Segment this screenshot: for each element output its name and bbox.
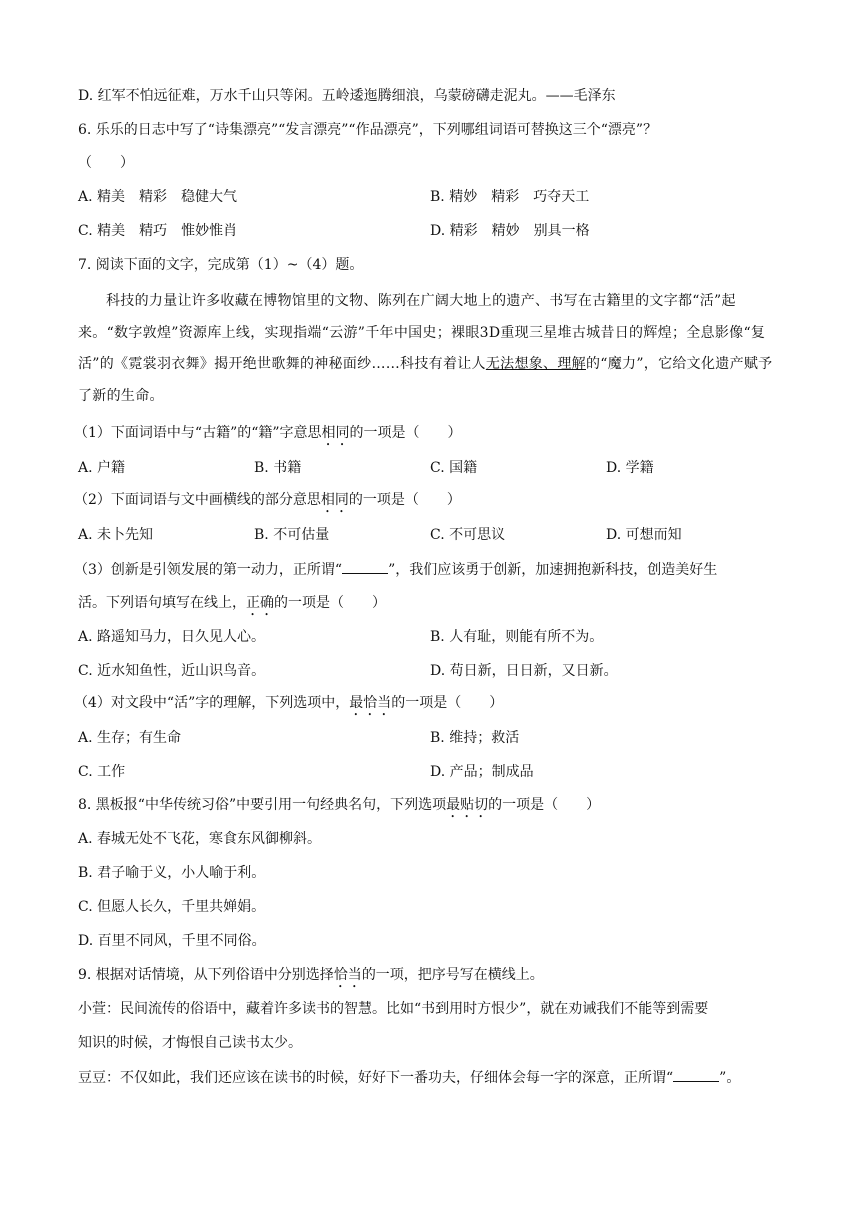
question-6-option-c: C. 精美 精巧 惟妙惟肖 — [78, 223, 238, 239]
sub-question-3-option-b: B. 人有耻，则能有所不为。 — [430, 629, 604, 645]
question-8-option-b: B. 君子喻于义，小人喻于利。 — [78, 865, 266, 881]
sub-question-1-option-b: B. 书籍 — [254, 460, 302, 476]
question-6-stem: 6. 乐乐的日志中写了“诗集漂亮”“发言漂亮”“作品漂亮”，下列哪组词语可替换这三个“漂亮”？ — [78, 122, 658, 138]
sub-question-3-stem-line-2: 活。下列语句填写在线上，正确的一项是（ ） — [78, 595, 386, 611]
sub-question-2-option-b: B. 不可估量 — [254, 527, 330, 543]
answer-blank[interactable] — [673, 1067, 719, 1082]
dialogue-xiaoxuan-line-2: 知识的时候，才悔恨自己读书太少。 — [78, 1035, 302, 1051]
sub-question-3-option-d: D. 苟日新，日日新，又日新。 — [430, 663, 618, 679]
sub-question-4-option-c: C. 工作 — [78, 764, 126, 780]
sub-question-4-option-a: A. 生存；有生命 — [78, 730, 182, 746]
dialogue-doudou-line: 豆豆：不仅如此，我们还应该在读书的时候，好好下一番功夫，仔细体会每一字的深意，正所谓“ ”。 — [78, 1067, 740, 1088]
sub-question-4-option-b: B. 维持；救活 — [430, 730, 520, 746]
question-7-stem: 7. 阅读下面的文字，完成第（1）~（4）题。 — [78, 257, 364, 273]
sub-question-2-option-c: C. 不可思议 — [430, 527, 506, 543]
question-8-option-c: C. 但愿人长久，千里共婵娟。 — [78, 899, 266, 915]
passage-text-1: 科技的力量让许多收藏在博物馆里的文物、陈列在广阔大地上的遗产、书写在古籍里的文字都“活”起来。“数字敦煌”资源库上线，实现指端“云游”千年中国史；裸眼3D重现三星堆古城昔日的辉煌；全息影像“复活”的《霓裳羽衣舞》揭开绝世歌舞的神秘面纱……科技有着让人 — [78, 293, 766, 372]
question-8-option-a: A. 春城无处不飞花，寒食东风御柳斜。 — [78, 831, 322, 847]
question-6-option-b: B. 精妙 精彩 巧夺天工 — [430, 189, 590, 205]
sub-question-1-option-d: D. 学籍 — [606, 460, 654, 476]
sub-question-1-option-c: C. 国籍 — [430, 460, 478, 476]
option-d-mao-poem: D. 红军不怕远征难，万水千山只等闲。五岭逶迤腾细浪，乌蒙磅礴走泥丸。——毛泽东 — [78, 88, 616, 104]
sub-question-4-option-d: D. 产品；制成品 — [430, 764, 534, 780]
sub-question-1-option-a: A. 户籍 — [78, 460, 126, 476]
question-6-option-d: D. 精彩 精妙 别具一格 — [430, 223, 590, 239]
sub-question-3-option-a: A. 路遥知马力，日久见人心。 — [78, 629, 266, 645]
sub-question-3-option-c: C. 近水知鱼性，近山识鸟音。 — [78, 663, 266, 679]
question-6-paren: （ ） — [78, 155, 134, 171]
answer-blank[interactable] — [342, 559, 388, 574]
passage-text-2: 的“魔力”，它给文化遗产赋予了新的生命。 — [78, 356, 773, 404]
passage-underlined-text: 无法想象、理解 — [485, 356, 586, 372]
sub-question-3-stem: （3）创新是引领发展的第一动力，正所谓“ ”，我们应该勇于创新，加速拥抱新科技，创造美好生 — [74, 559, 717, 580]
reading-passage — [78, 286, 784, 412]
question-8-stem: 8. 黑板报“中华传统习俗”中要引用一句经典名句，下列选项最贴切的一项是（ ） — [78, 797, 601, 813]
sub-question-1-stem: （1）下面词语中与“古籍”的“籍”字意思相同的一项是（ ） — [74, 425, 462, 441]
question-9-stem: 9. 根据对话情境，从下列俗语中分别选择恰当的一项，把序号写在横线上。 — [78, 967, 544, 983]
dialogue-xiaoxuan-line-1: 小萱：民间流传的俗语中，藏着许多读书的智慧。比如“书到用时方恨少”，就在劝诫我们不能等到需要 — [78, 1001, 709, 1017]
question-8-option-d: D. 百里不同风，千里不同俗。 — [78, 933, 266, 949]
sub-question-2-option-d: D. 可想而知 — [606, 527, 682, 543]
sub-question-4-stem: （4）对文段中“活”字的理解，下列选项中，最恰当的一项是（ ） — [74, 695, 504, 711]
sub-question-2-option-a: A. 未卜先知 — [78, 527, 154, 543]
sub-question-2-stem: （2）下面词语与文中画横线的部分意思相同的一项是（ ） — [74, 492, 461, 508]
question-6-option-a: A. 精美 精彩 稳健大气 — [78, 189, 238, 205]
